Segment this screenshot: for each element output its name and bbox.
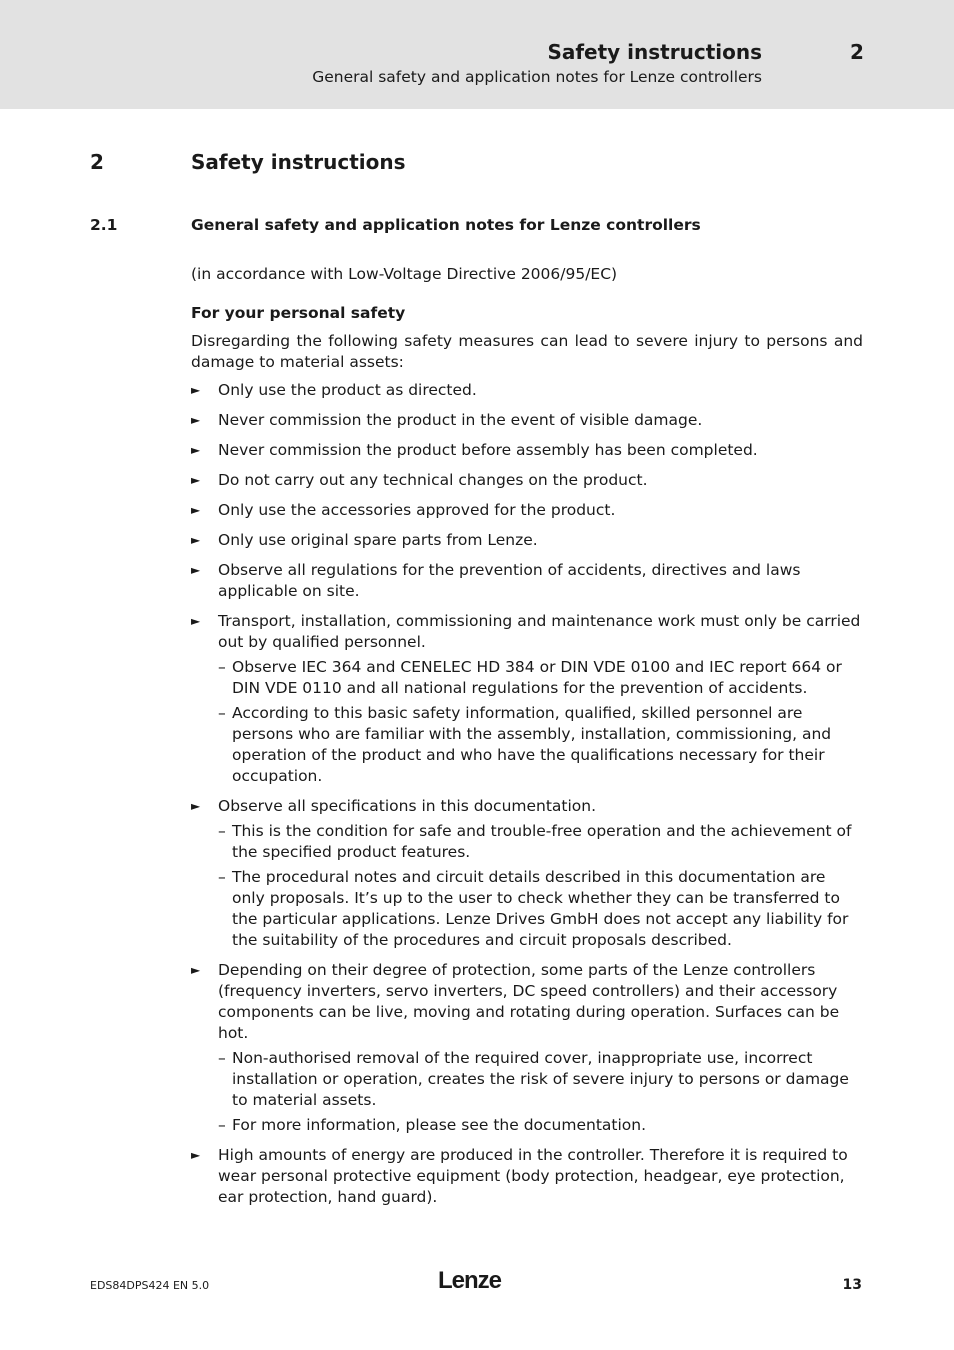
intro-paragraph: Disregarding the following safety measures can lead to severe injury to persons and damage to material assets: <box>191 332 863 371</box>
safety-bullet-list <box>191 380 863 1208</box>
sub-item <box>218 821 863 863</box>
section-title: Safety instructions <box>191 150 406 174</box>
bullet-arrow-icon: ► <box>191 383 201 397</box>
dash-marker: – <box>218 868 226 886</box>
sub-list <box>218 1048 863 1136</box>
sub-item-text: The procedural notes and circuit details described in this documentation are only proposals. It’s up to the user to check whether they can be transferred to the particular applications. Lenze Drives GmbH does not accept any liability for the suitability of the procedures and circuit proposals described. <box>232 868 849 949</box>
bullet-arrow-icon: ► <box>191 473 201 487</box>
bullet-text: Observe all regulations for the prevention of accidents, directives and laws applicable on site. <box>218 561 801 600</box>
sub-item <box>218 1115 863 1136</box>
header-title: Safety instructions <box>547 40 762 64</box>
bullet-item <box>191 1145 863 1208</box>
bullet-arrow-icon: ► <box>191 799 201 813</box>
document-id: EDS84DPS424 EN 5.0 <box>90 1279 210 1292</box>
dash-marker: – <box>218 822 226 840</box>
lenze-logo <box>438 1267 514 1297</box>
bullet-item <box>191 380 863 401</box>
subsection-title: General safety and application notes for Lenze controllers <box>191 216 701 234</box>
bullet-item <box>191 560 863 602</box>
bullet-arrow-icon: ► <box>191 563 201 577</box>
header-chapter-number: 2 <box>850 40 864 64</box>
lenze-logo-mark <box>438 1267 514 1293</box>
sub-item-text: According to this basic safety information, qualified, skilled personnel are persons who are familiar with the assembly, installation, commissioning, and operation of the product and who have the qualifications necessary for their occupation. <box>232 704 832 785</box>
page-header <box>0 0 954 109</box>
bullet-arrow-icon: ► <box>191 614 201 628</box>
section-number: 2 <box>90 150 104 174</box>
dash-marker: – <box>218 1049 226 1067</box>
sub-item-text: Non-authorised removal of the required cover, inappropriate use, incorrect installation or operation, creates the risk of severe injury to persons or damage to material assets. <box>232 1049 849 1109</box>
bullet-text: Only use original spare parts from Lenze. <box>218 531 538 549</box>
main-content <box>191 264 863 1217</box>
sub-item-text: For more information, please see the documentation. <box>232 1116 647 1134</box>
bullet-text: Transport, installation, commissioning and maintenance work must only be carried out by qualified personnel. <box>218 612 861 651</box>
sub-item <box>218 703 863 787</box>
dash-marker: – <box>218 1116 226 1134</box>
bullet-item <box>191 796 863 951</box>
subsection-number: 2.1 <box>90 216 118 234</box>
bullet-text: Only use the product as directed. <box>218 381 477 399</box>
header-subtitle: General safety and application notes for Lenze controllers <box>312 68 762 86</box>
bullet-arrow-icon: ► <box>191 1148 201 1162</box>
bullet-arrow-icon: ► <box>191 503 201 517</box>
sub-item-text: This is the condition for safe and trouble-free operation and the achievement of the specified product features. <box>232 822 852 861</box>
bullet-text: High amounts of energy are produced in the controller. Therefore it is required to wear personal protective equipment (body protection, headgear, eye protection, ear protection, hand guard). <box>218 1146 848 1206</box>
personal-safety-heading: For your personal safety <box>191 304 406 322</box>
bullet-text: Never commission the product before assembly has been completed. <box>218 441 758 459</box>
bullet-item <box>191 611 863 787</box>
directive-note: (in accordance with Low-Voltage Directive 2006/95/EC) <box>191 265 618 283</box>
bullet-item <box>191 470 863 491</box>
bullet-item <box>191 960 863 1136</box>
sub-item <box>218 1048 863 1111</box>
sub-list <box>218 821 863 951</box>
bullet-item <box>191 440 863 461</box>
page-number: 13 <box>842 1277 862 1293</box>
sub-item <box>218 657 863 699</box>
dash-marker: – <box>218 704 226 722</box>
sub-list <box>218 657 863 787</box>
sub-item-text: Observe IEC 364 and CENELEC HD 384 or DIN VDE 0100 and IEC report 664 or DIN VDE 0110 and all national regulations for the prevention of accidents. <box>232 658 842 697</box>
bullet-item <box>191 530 863 551</box>
bullet-text: Never commission the product in the event of visible damage. <box>218 411 703 429</box>
bullet-arrow-icon: ► <box>191 533 201 547</box>
bullet-text: Observe all specifications in this documentation. <box>218 797 597 815</box>
bullet-arrow-icon: ► <box>191 963 201 977</box>
bullet-arrow-icon: ► <box>191 443 201 457</box>
bullet-text: Do not carry out any technical changes on the product. <box>218 471 648 489</box>
sub-item <box>218 867 863 951</box>
lenze-logo-text: Lenze <box>438 1267 502 1293</box>
bullet-text: Depending on their degree of protection, some parts of the Lenze controllers (frequency inverters, servo inverters, DC speed controllers) and their accessory components can be live, moving and rotating during operation. Surfaces can be hot. <box>218 961 840 1042</box>
bullet-arrow-icon: ► <box>191 413 201 427</box>
bullet-text: Only use the accessories approved for the product. <box>218 501 616 519</box>
bullet-item <box>191 410 863 431</box>
bullet-item <box>191 500 863 521</box>
dash-marker: – <box>218 658 226 676</box>
